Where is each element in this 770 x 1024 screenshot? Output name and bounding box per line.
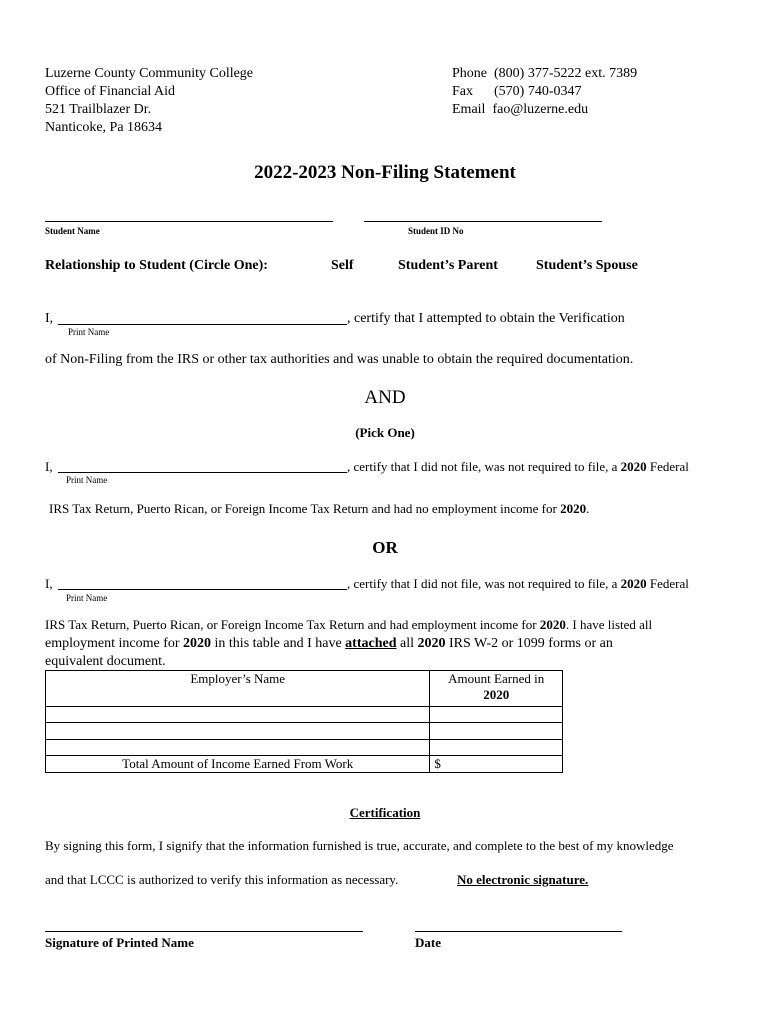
student-id-line[interactable] xyxy=(364,221,602,222)
option1-year: 2020 xyxy=(620,459,647,474)
amount-earned-header-year: 2020 xyxy=(483,687,510,702)
option2-line2-year2: 2020 xyxy=(417,636,446,651)
email-label: Email xyxy=(452,102,486,117)
email-line xyxy=(452,101,588,119)
and-heading: AND xyxy=(364,387,406,408)
street-address: 521 Trailblazer Dr. xyxy=(45,102,152,117)
option2-line1 xyxy=(45,617,652,633)
option2-line2-text-c: all xyxy=(396,636,418,651)
city-address: Nanticoke, Pa 18634 xyxy=(45,120,163,135)
college-name: Luzerne County Community College xyxy=(45,66,254,81)
option1-line2 xyxy=(49,501,589,517)
date-line[interactable] xyxy=(415,931,622,932)
relationship-label: Relationship to Student (Circle One): xyxy=(45,258,268,273)
option1-suffix-a: , certify that I did not file, was not required to file, a xyxy=(347,459,621,474)
para1-continuation: of Non-Filing from the IRS or other tax authorities and was unable to obtain the required documentation. xyxy=(45,352,634,367)
option1-certify-text xyxy=(347,459,689,475)
option2-year: 2020 xyxy=(620,576,647,591)
phone-label: Phone xyxy=(452,66,487,81)
office-name: Office of Financial Aid xyxy=(45,84,175,99)
fax-line xyxy=(452,83,582,101)
fax-number: (570) 740-0347 xyxy=(494,84,582,99)
total-income-label: Total Amount of Income Earned From Work xyxy=(46,756,430,773)
para1-suffix: , certify that I attempted to obtain the Verification xyxy=(347,311,625,326)
date-label: Date xyxy=(415,935,441,950)
option1-print-name-label: Print Name xyxy=(66,475,108,485)
option2-line1-text: IRS Tax Return, Puerto Rican, or Foreign Income Tax Return and had employment income for xyxy=(45,617,540,632)
employer-name-cell[interactable] xyxy=(46,723,430,740)
option1-line2-end: . xyxy=(586,501,590,516)
option1-line2-year: 2020 xyxy=(560,501,587,516)
employer-name-header: Employer’s Name xyxy=(46,671,430,707)
para1-print-name-line[interactable] xyxy=(58,324,347,325)
table-row xyxy=(46,723,563,740)
signature-line[interactable] xyxy=(45,931,363,932)
student-id-label: Student ID No xyxy=(408,226,464,236)
email-address: fao@luzerne.edu xyxy=(492,102,589,117)
certification-line1: By signing this form, I signify that the information furnished is true, accurate, and complete to the best of my knowledge xyxy=(45,838,674,853)
table-header-row xyxy=(46,671,563,707)
student-name-line[interactable] xyxy=(45,221,333,222)
table-total-row xyxy=(46,756,563,773)
phone-number: (800) 377-5222 ext. 7389 xyxy=(494,66,638,81)
amount-earned-header xyxy=(430,671,563,707)
phone-line xyxy=(452,65,637,83)
income-table xyxy=(45,670,563,773)
total-income-value[interactable]: $ xyxy=(430,756,563,773)
amount-earned-header-label: Amount Earned in xyxy=(448,671,545,686)
relationship-option-parent[interactable]: Student’s Parent xyxy=(398,258,498,273)
page-title: 2022-2023 Non-Filing Statement xyxy=(254,162,516,183)
para1-print-name-label: Print Name xyxy=(68,327,110,337)
option2-line2-text-a: employment income for xyxy=(45,636,184,651)
student-name-label: Student Name xyxy=(45,226,100,236)
option1-line2-text: IRS Tax Return, Puerto Rican, or Foreign Income Tax Return and had no employment income for xyxy=(49,501,561,516)
table-row xyxy=(46,707,563,723)
option2-print-name-label: Print Name xyxy=(66,593,108,603)
option2-print-name-line[interactable] xyxy=(58,589,347,590)
amount-cell[interactable] xyxy=(430,707,563,723)
employer-name-cell[interactable] xyxy=(46,740,430,756)
signature-label: Signature of Printed Name xyxy=(45,935,194,950)
no-electronic-signature-note: No electronic signature. xyxy=(457,872,589,887)
option1-suffix-b: Federal xyxy=(646,459,689,474)
option2-line2-text-b: in this table and I have xyxy=(211,636,346,651)
fax-label: Fax xyxy=(452,84,473,99)
amount-cell[interactable] xyxy=(430,723,563,740)
option2-suffix-a: , certify that I did not file, was not required to file, a xyxy=(347,576,621,591)
amount-cell[interactable] xyxy=(430,740,563,756)
or-heading: OR xyxy=(372,538,398,557)
option2-line2-year: 2020 xyxy=(183,636,212,651)
pick-one-label: (Pick One) xyxy=(355,425,415,440)
option2-line2-text-d: IRS W-2 or 1099 forms or an xyxy=(445,636,613,651)
option2-line1-end: . I have listed all xyxy=(565,617,653,632)
option1-print-name-line[interactable] xyxy=(58,472,347,473)
para1-prefix: I, xyxy=(45,311,54,326)
option1-prefix: I, xyxy=(45,459,53,474)
option2-suffix-b: Federal xyxy=(646,576,689,591)
employer-name-cell[interactable] xyxy=(46,707,430,723)
certification-heading: Certification xyxy=(349,805,421,820)
option2-line3: equivalent document. xyxy=(45,654,166,669)
option2-line2 xyxy=(45,635,613,653)
option2-prefix: I, xyxy=(45,576,53,591)
option2-attached: attached xyxy=(345,636,397,651)
option2-certify-text xyxy=(347,576,689,592)
relationship-option-spouse[interactable]: Student’s Spouse xyxy=(536,258,638,273)
relationship-option-self[interactable]: Self xyxy=(331,258,354,273)
option2-line1-year: 2020 xyxy=(539,617,566,632)
table-row xyxy=(46,740,563,756)
certification-line2: and that LCCC is authorized to verify this information as necessary. xyxy=(45,872,399,887)
